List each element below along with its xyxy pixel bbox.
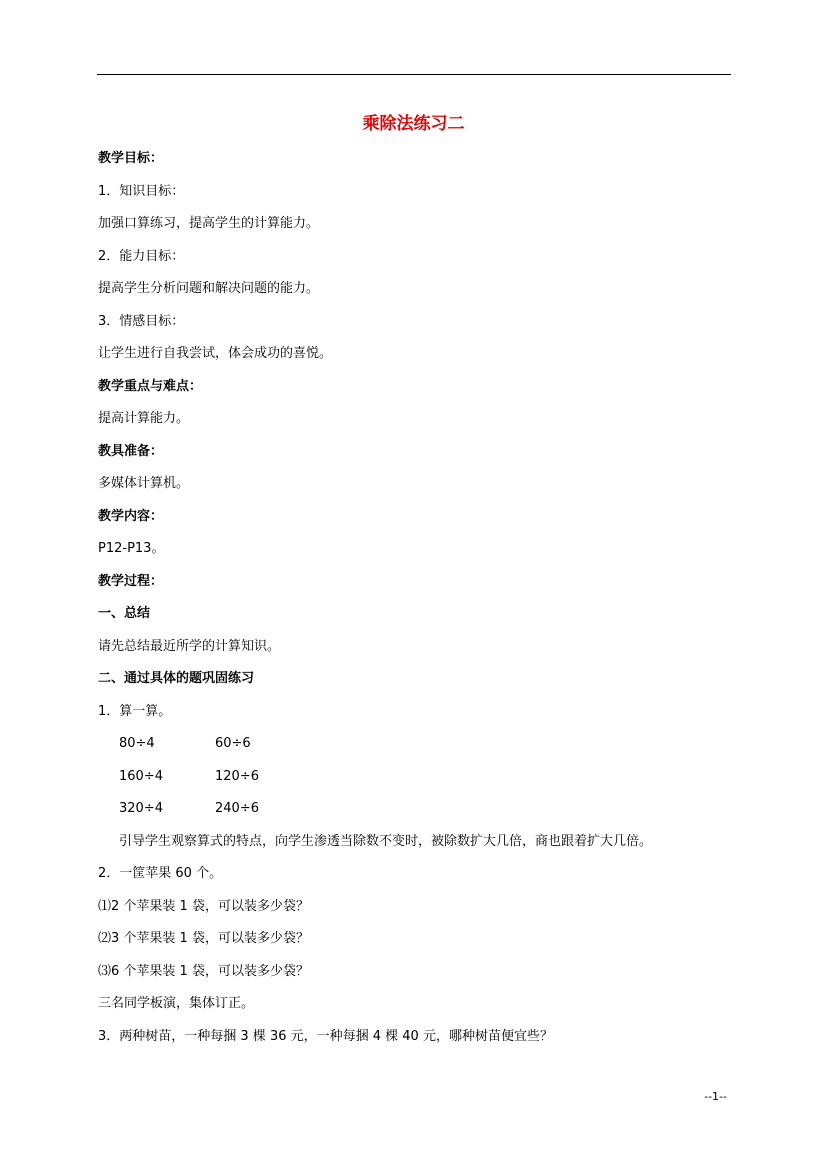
part-1-text: 请先总结最近所学的计算知识。 bbox=[98, 639, 281, 654]
calculation-right: 60÷6 bbox=[215, 736, 251, 751]
content-heading: 教学内容： bbox=[98, 509, 164, 524]
objective-1-text: 加强口算练习，提高学生的计算能力。 bbox=[98, 216, 320, 231]
calculation-right: 120÷6 bbox=[215, 769, 259, 784]
keypoints-text: 提高计算能力。 bbox=[98, 411, 190, 426]
tools-heading: 教具准备： bbox=[98, 444, 164, 459]
header-rule bbox=[97, 74, 731, 75]
calculation-left: 160÷4 bbox=[119, 769, 163, 784]
process-heading: 教学过程： bbox=[98, 574, 164, 589]
calculation-left: 320÷4 bbox=[119, 801, 163, 816]
part-1-heading: 一、总结 bbox=[98, 606, 151, 621]
page-number: --1-- bbox=[704, 1090, 727, 1103]
calculation-left: 80÷4 bbox=[119, 736, 155, 751]
tools-text: 多媒体计算机。 bbox=[98, 476, 190, 491]
task-3-label: 3．两种树苗，一种每捆 3 棵 36 元，一种每捆 4 棵 40 元，哪种树苗便宜些？ bbox=[98, 1029, 553, 1044]
document-title: 乘除法练习二 bbox=[362, 114, 465, 134]
calculation-right: 240÷6 bbox=[215, 801, 259, 816]
task-1-label: 1．算一算。 bbox=[98, 704, 172, 719]
objective-3-label: 3．情感目标： bbox=[98, 314, 185, 329]
task-2-label: 2．一筐苹果 60 个。 bbox=[98, 866, 223, 881]
task-2-note: 三名同学板演，集体订正。 bbox=[98, 996, 255, 1011]
task-2-question-2: ⑵3 个苹果装 1 袋，可以装多少袋？ bbox=[98, 931, 309, 946]
task-1-note: 引导学生观察算式的特点，向学生渗透当除数不变时，被除数扩大几倍，商也跟着扩大几倍。 bbox=[119, 834, 653, 849]
objective-1-label: 1．知识目标： bbox=[98, 184, 185, 199]
task-2-question-3: ⑶6 个苹果装 1 袋，可以装多少袋？ bbox=[98, 964, 309, 979]
objective-2-text: 提高学生分析问题和解决问题的能力。 bbox=[98, 281, 320, 296]
keypoints-heading: 教学重点与难点： bbox=[98, 379, 203, 394]
part-2-heading: 二、通过具体的题巩固练习 bbox=[98, 671, 255, 686]
content-text: P12-P13。 bbox=[98, 541, 165, 556]
objective-3-text: 让学生进行自我尝试，体会成功的喜悦。 bbox=[98, 346, 333, 361]
objectives-heading: 教学目标： bbox=[98, 151, 164, 166]
task-2-question-1: ⑴2 个苹果装 1 袋，可以装多少袋？ bbox=[98, 899, 309, 914]
objective-2-label: 2．能力目标： bbox=[98, 249, 185, 264]
